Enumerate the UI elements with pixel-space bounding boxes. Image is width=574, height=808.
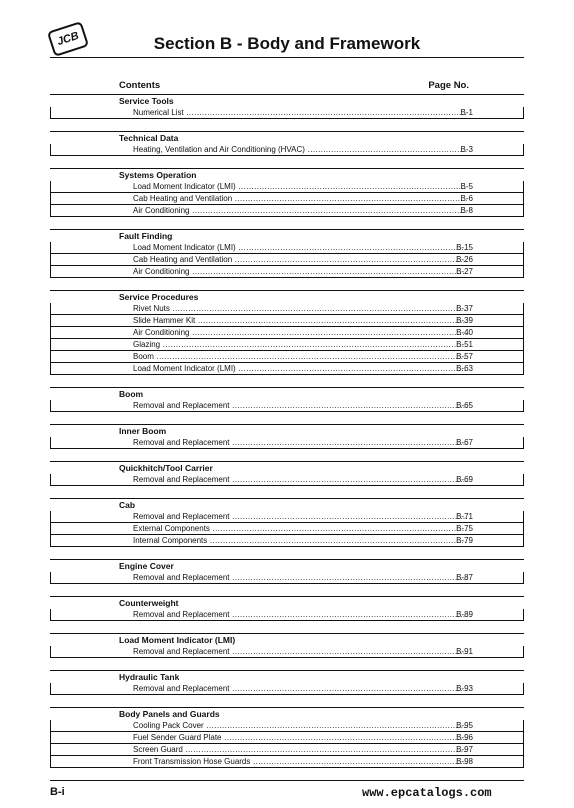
toc-entry-page: B-75 xyxy=(456,524,473,533)
toc-entry-page: B-98 xyxy=(456,757,473,766)
toc-section xyxy=(50,707,524,768)
toc-entry-label: Screen Guard ..... xyxy=(133,744,467,755)
toc-entry[interactable] xyxy=(50,315,524,327)
toc-entry-page: B-87 xyxy=(456,573,473,582)
toc-entry[interactable] xyxy=(50,535,524,547)
toc-entry-page: B-93 xyxy=(456,684,473,693)
section-title: Body Panels and Guards xyxy=(50,707,524,720)
toc-entry-page: B-67 xyxy=(456,438,473,447)
toc-entry[interactable] xyxy=(50,242,524,254)
toc-entry[interactable] xyxy=(50,437,524,449)
toc-entry-page: B-65 xyxy=(456,401,473,410)
toc-entry-page: B-91 xyxy=(456,647,473,656)
toc-entry[interactable] xyxy=(50,683,524,695)
toc-entry-page: B-27 xyxy=(456,267,473,276)
toc-entry[interactable] xyxy=(50,474,524,486)
toc-entry-label: Heating, Ventilation and Air Conditioning (HVAC) ..... xyxy=(133,144,467,155)
toc-entry[interactable] xyxy=(50,400,524,412)
toc-entry-label: Numerical List ..... xyxy=(133,107,467,118)
section-title: Systems Operation xyxy=(50,168,524,181)
page-title: Section B - Body and Framework xyxy=(153,34,421,53)
toc-entry-label: Front Transmission Hose Guards ..... xyxy=(133,756,467,767)
toc-section xyxy=(50,290,524,375)
section-title: Counterweight xyxy=(50,596,524,609)
toc-entry-label: Cab Heating and Ventilation ..... xyxy=(133,193,467,204)
toc-entry-page: B-40 xyxy=(456,328,473,337)
toc-entry-page: B-96 xyxy=(456,733,473,742)
section-title: Hydraulic Tank xyxy=(50,670,524,683)
section-title: Service Tools xyxy=(50,94,524,107)
toc-entry[interactable] xyxy=(50,744,524,756)
toc-entry[interactable] xyxy=(50,254,524,266)
section-title: Engine Cover xyxy=(50,559,524,572)
toc-entry-label: Removal and Replacement ..... xyxy=(133,683,467,694)
toc-entry-page: B-97 xyxy=(456,745,473,754)
toc-section xyxy=(50,498,524,547)
section-title: Technical Data xyxy=(50,131,524,144)
toc-section xyxy=(50,670,524,695)
toc-entry-page: B-8 xyxy=(460,206,473,215)
toc-entry[interactable] xyxy=(50,732,524,744)
section-title: Quickhitch/Tool Carrier xyxy=(50,461,524,474)
toc-entry-page: B-51 xyxy=(456,340,473,349)
toc-entry[interactable] xyxy=(50,181,524,193)
toc-entry-label: Slide Hammer Kit ..... xyxy=(133,315,467,326)
toc-entry-label: Air Conditioning ..... xyxy=(133,266,467,277)
toc-entry[interactable] xyxy=(50,756,524,768)
footer-page-number: B-i xyxy=(50,786,65,798)
toc-entry-label: Boom ..... xyxy=(133,351,467,362)
section-title: Service Procedures xyxy=(50,290,524,303)
toc-section xyxy=(50,559,524,584)
toc-entry[interactable] xyxy=(50,572,524,584)
toc-entry-label: Glazing ..... xyxy=(133,339,467,350)
section-title: Boom xyxy=(50,387,524,400)
toc-entry-label: Removal and Replacement ..... xyxy=(133,646,467,657)
contents-label: Contents xyxy=(119,80,161,91)
toc-entry-page: B-37 xyxy=(456,304,473,313)
toc-entry[interactable] xyxy=(50,646,524,658)
toc-entry-label: Fuel Sender Guard Plate ..... xyxy=(133,732,467,743)
contents-header xyxy=(119,80,469,91)
toc-entry[interactable] xyxy=(50,205,524,217)
toc-entry-page: B-1 xyxy=(460,108,473,117)
toc-entry-label: Load Moment Indicator (LMI) ..... xyxy=(133,242,467,253)
toc-entry-label: Removal and Replacement ..... xyxy=(133,474,467,485)
toc-entry-page: B-15 xyxy=(456,243,473,252)
toc-entry-label: Rivet Nuts ..... xyxy=(133,303,467,314)
toc-entry-label: Air Conditioning ..... xyxy=(133,327,467,338)
toc-entry-page: B-79 xyxy=(456,536,473,545)
toc-entry-page: B-71 xyxy=(456,512,473,521)
toc-entry-label: Removal and Replacement ..... xyxy=(133,400,467,411)
toc-entry-page: B-89 xyxy=(456,610,473,619)
header-rule xyxy=(50,57,524,58)
toc-entry-label: External Components ..... xyxy=(133,523,467,534)
toc-entry-page: B-57 xyxy=(456,352,473,361)
toc-section xyxy=(50,131,524,156)
toc-entry-label: Air Conditioning ..... xyxy=(133,205,467,216)
toc-entry[interactable] xyxy=(50,327,524,339)
toc-entry-page: B-95 xyxy=(456,721,473,730)
toc-entry-page: B-6 xyxy=(460,194,473,203)
toc-entry[interactable] xyxy=(50,511,524,523)
toc-entry[interactable] xyxy=(50,363,524,375)
toc-section xyxy=(50,387,524,412)
toc-entry-label: Removal and Replacement ..... xyxy=(133,511,467,522)
jcb-logo-text: JCB xyxy=(55,29,81,49)
toc-entry[interactable] xyxy=(50,303,524,315)
toc-section xyxy=(50,94,524,119)
toc-entry-label: Cooling Pack Cover ..... xyxy=(133,720,467,731)
page-number-label: Page No. xyxy=(428,80,469,91)
toc-entry-label: Removal and Replacement ..... xyxy=(133,609,467,620)
toc-entry-label: Internal Components ..... xyxy=(133,535,467,546)
toc-entry-label: Load Moment Indicator (LMI) ..... xyxy=(133,181,467,192)
toc-entry-page: B-69 xyxy=(456,475,473,484)
toc-entry[interactable] xyxy=(50,107,524,119)
toc-section xyxy=(50,596,524,621)
toc-entry-page: B-39 xyxy=(456,316,473,325)
toc-entry[interactable] xyxy=(50,339,524,351)
toc-entry-page: B-5 xyxy=(460,182,473,191)
toc-section xyxy=(50,633,524,658)
toc-section xyxy=(50,168,524,217)
toc-entry[interactable] xyxy=(50,609,524,621)
footer-rule xyxy=(50,780,524,781)
section-title: Load Moment Indicator (LMI) xyxy=(50,633,524,646)
toc-entry[interactable] xyxy=(50,351,524,363)
toc-entry[interactable] xyxy=(50,144,524,156)
table-of-contents xyxy=(50,94,524,780)
section-title: Cab xyxy=(50,498,524,511)
toc-entry[interactable] xyxy=(50,720,524,732)
toc-entry-page: B-3 xyxy=(460,145,473,154)
toc-section xyxy=(50,229,524,278)
toc-entry-label: Removal and Replacement ..... xyxy=(133,437,467,448)
toc-entry-label: Removal and Replacement ..... xyxy=(133,572,467,583)
toc-entry-page: B-26 xyxy=(456,255,473,264)
toc-section xyxy=(50,461,524,486)
section-title: Fault Finding xyxy=(50,229,524,242)
section-title: Inner Boom xyxy=(50,424,524,437)
toc-entry[interactable] xyxy=(50,266,524,278)
footer-url[interactable]: www.epcatalogs.com xyxy=(362,786,492,800)
toc-section xyxy=(50,424,524,449)
toc-entry-label: Cab Heating and Ventilation ..... xyxy=(133,254,467,265)
toc-entry-page: B-63 xyxy=(456,364,473,373)
toc-entry[interactable] xyxy=(50,523,524,535)
toc-entry-label: Load Moment Indicator (LMI) ..... xyxy=(133,363,467,374)
toc-entry[interactable] xyxy=(50,193,524,205)
